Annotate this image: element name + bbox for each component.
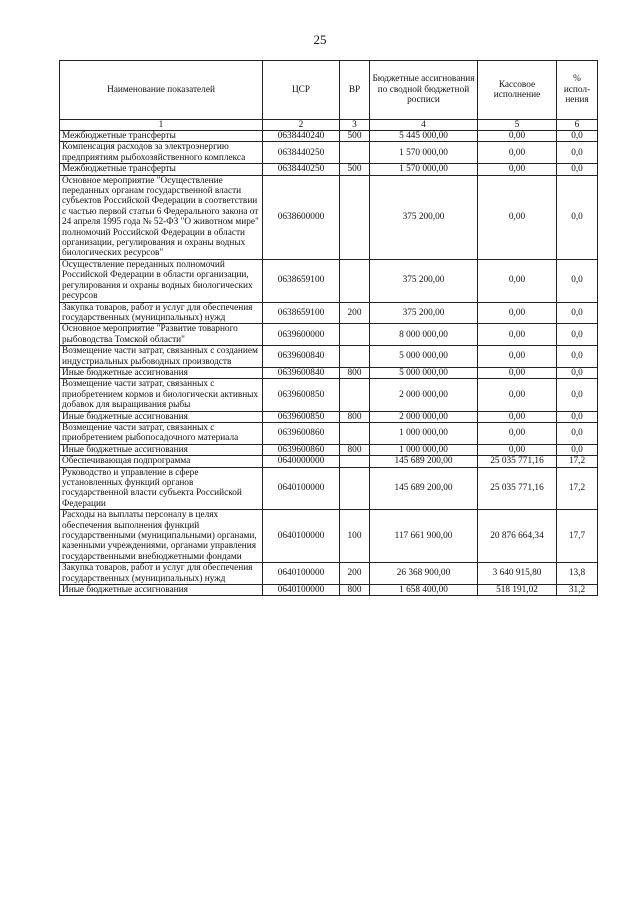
table-row (60, 324, 598, 346)
row-csr-cell: 0639600860 (263, 444, 340, 455)
row-name-cell: Межбюджетные трансферты (60, 131, 263, 142)
table-row (60, 456, 598, 467)
table-row (60, 563, 598, 585)
table-row (60, 585, 598, 596)
row-cash-cell: 0,00 (478, 175, 557, 259)
row-csr-cell: 0638440250 (263, 142, 340, 164)
row-name-cell: Основное мероприятие "Развитие товарного рыбоводства Томской области" (60, 324, 263, 346)
row-percent-cell: 13,8 (557, 563, 598, 585)
row-csr-cell: 0638440240 (263, 131, 340, 142)
row-appropriation-cell: 1 570 000,00 (370, 164, 478, 175)
header-percent: % испол-нения (557, 61, 598, 120)
row-cash-cell: 0,00 (478, 444, 557, 455)
table-row (60, 142, 598, 164)
row-vr-cell (340, 467, 370, 510)
row-vr-cell (340, 142, 370, 164)
row-name-cell: Руководство и управление в сфере установленных функций органов государственной власти субъекта Российской Федерации (60, 467, 263, 510)
row-vr-cell: 100 (340, 510, 370, 563)
row-vr-cell (340, 259, 370, 302)
row-vr-cell: 200 (340, 302, 370, 324)
table-row (60, 411, 598, 422)
table-row (60, 302, 598, 324)
row-cash-cell: 0,00 (478, 411, 557, 422)
row-appropriation-cell: 117 661 900,00 (370, 510, 478, 563)
row-appropriation-cell: 1 570 000,00 (370, 142, 478, 164)
row-vr-cell: 800 (340, 411, 370, 422)
table-row (60, 467, 598, 510)
row-cash-cell: 0,00 (478, 142, 557, 164)
row-percent-cell: 0,0 (557, 411, 598, 422)
row-cash-cell: 0,00 (478, 324, 557, 346)
row-csr-cell: 0640100000 (263, 563, 340, 585)
row-appropriation-cell: 5 445 000,00 (370, 131, 478, 142)
row-appropriation-cell: 5 000 000,00 (370, 367, 478, 378)
page-number: 25 (313, 32, 327, 47)
row-csr-cell: 0639600850 (263, 379, 340, 411)
header-cash-execution: Кассовое исполнение (478, 61, 557, 120)
row-name-cell: Расходы на выплаты персоналу в целях обеспечения выполнения функций государственными (муниципальными) органами, казенными учреждениями, органами управления государственными внебюджетными фондами (60, 510, 263, 563)
row-vr-cell: 800 (340, 585, 370, 596)
row-name-cell: Иные бюджетные ассигнования (60, 585, 263, 596)
row-appropriation-cell: 1 658 400,00 (370, 585, 478, 596)
row-vr-cell: 500 (340, 164, 370, 175)
row-cash-cell: 3 640 915,80 (478, 563, 557, 585)
row-csr-cell: 0638600000 (263, 175, 340, 259)
budget-execution-table (59, 60, 598, 596)
row-name-cell: Обеспечивающая подпрограмма (60, 456, 263, 467)
column-number: 2 (263, 120, 340, 131)
table-row (60, 422, 598, 444)
header-vr: ВР (340, 61, 370, 120)
row-cash-cell: 0,00 (478, 259, 557, 302)
row-appropriation-cell: 8 000 000,00 (370, 324, 478, 346)
row-csr-cell: 0639600860 (263, 422, 340, 444)
row-appropriation-cell: 145 689 200,00 (370, 456, 478, 467)
row-percent-cell: 17,7 (557, 510, 598, 563)
row-percent-cell: 0,0 (557, 367, 598, 378)
table-row (60, 164, 598, 175)
row-name-cell: Иные бюджетные ассигнования (60, 444, 263, 455)
header-name: Наименование показателей (60, 61, 263, 120)
table-row (60, 175, 598, 259)
row-csr-cell: 0639600000 (263, 324, 340, 346)
table-body (60, 131, 598, 596)
row-percent-cell: 0,0 (557, 259, 598, 302)
row-csr-cell: 0639600840 (263, 346, 340, 368)
row-vr-cell (340, 324, 370, 346)
row-appropriation-cell: 2 000 000,00 (370, 379, 478, 411)
row-appropriation-cell: 5 000 000,00 (370, 346, 478, 368)
table-row (60, 259, 598, 302)
row-cash-cell: 0,00 (478, 346, 557, 368)
row-appropriation-cell: 26 368 900,00 (370, 563, 478, 585)
row-name-cell: Компенсация расходов за электроэнергию предприятиям рыбохозяйственного комплекса (60, 142, 263, 164)
row-csr-cell: 0639600850 (263, 411, 340, 422)
row-csr-cell: 0638659100 (263, 259, 340, 302)
row-cash-cell: 518 191,02 (478, 585, 557, 596)
column-number: 5 (478, 120, 557, 131)
table-row (60, 510, 598, 563)
row-csr-cell: 0640100000 (263, 467, 340, 510)
column-number: 6 (557, 120, 598, 131)
row-name-cell: Иные бюджетные ассигнования (60, 411, 263, 422)
row-name-cell: Возмещение части затрат, связанных с созданием индустриальных рыбоводных производств (60, 346, 263, 368)
row-csr-cell: 0640100000 (263, 510, 340, 563)
row-percent-cell: 0,0 (557, 142, 598, 164)
column-number: 1 (60, 120, 263, 131)
row-name-cell: Закупка товаров, работ и услуг для обеспечения государственных (муниципальных) нужд (60, 302, 263, 324)
table-row (60, 367, 598, 378)
row-vr-cell (340, 379, 370, 411)
row-percent-cell: 31,2 (557, 585, 598, 596)
row-percent-cell: 17,2 (557, 456, 598, 467)
row-name-cell: Возмещение части затрат, связанных с приобретением кормов и биологически активных добавок для выращивания рыбы (60, 379, 263, 411)
header-appropriations: Бюджетные ассигнования по сводной бюджетной росписи (370, 61, 478, 120)
table-row (60, 346, 598, 368)
row-cash-cell: 0,00 (478, 164, 557, 175)
row-vr-cell (340, 175, 370, 259)
column-number: 4 (370, 120, 478, 131)
row-appropriation-cell: 375 200,00 (370, 175, 478, 259)
row-name-cell: Межбюджетные трансферты (60, 164, 263, 175)
row-cash-cell: 0,00 (478, 131, 557, 142)
row-csr-cell: 0639600840 (263, 367, 340, 378)
column-number-row (60, 120, 598, 131)
row-vr-cell (340, 346, 370, 368)
row-cash-cell: 0,00 (478, 302, 557, 324)
row-appropriation-cell: 375 200,00 (370, 302, 478, 324)
row-name-cell: Осуществление переданных полномочий Российской Федерации в области организации, регулирования и охраны водных биологических ресурсов (60, 259, 263, 302)
row-csr-cell: 0638440250 (263, 164, 340, 175)
row-percent-cell: 0,0 (557, 324, 598, 346)
table-row (60, 444, 598, 455)
row-csr-cell: 0638659100 (263, 302, 340, 324)
row-csr-cell: 0640100000 (263, 585, 340, 596)
row-appropriation-cell: 375 200,00 (370, 259, 478, 302)
row-percent-cell: 0,0 (557, 131, 598, 142)
row-vr-cell: 500 (340, 131, 370, 142)
row-percent-cell: 17,2 (557, 467, 598, 510)
table-row (60, 379, 598, 411)
row-percent-cell: 0,0 (557, 379, 598, 411)
row-name-cell: Закупка товаров, работ и услуг для обеспечения государственных (муниципальных) нужд (60, 563, 263, 585)
table-row (60, 131, 598, 142)
row-vr-cell: 200 (340, 563, 370, 585)
row-appropriation-cell: 2 000 000,00 (370, 411, 478, 422)
row-vr-cell: 800 (340, 444, 370, 455)
row-appropriation-cell: 1 000 000,00 (370, 422, 478, 444)
row-name-cell: Основное мероприятие "Осуществление переданных органам государственной власти субъектов Российской Федерации в соответствии с частью первой статьи 6 Федерального закона от 24 апреля 1995 года № 52-ФЗ "О животном мире" полномочий Российской Федерации в области организации, регулирования и охраны водных биологических ресурсов" (60, 175, 263, 259)
row-vr-cell (340, 456, 370, 467)
row-appropriation-cell: 145 689 200,00 (370, 467, 478, 510)
row-cash-cell: 0,00 (478, 367, 557, 378)
row-cash-cell: 20 876 664,34 (478, 510, 557, 563)
row-percent-cell: 0,0 (557, 164, 598, 175)
row-percent-cell: 0,0 (557, 302, 598, 324)
row-vr-cell: 800 (340, 367, 370, 378)
row-percent-cell: 0,0 (557, 175, 598, 259)
row-cash-cell: 25 035 771,16 (478, 467, 557, 510)
column-number: 3 (340, 120, 370, 131)
row-cash-cell: 25 035 771,16 (478, 456, 557, 467)
row-csr-cell: 0640000000 (263, 456, 340, 467)
row-cash-cell: 0,00 (478, 422, 557, 444)
row-cash-cell: 0,00 (478, 379, 557, 411)
row-vr-cell (340, 422, 370, 444)
row-appropriation-cell: 1 000 000,00 (370, 444, 478, 455)
row-percent-cell: 0,0 (557, 422, 598, 444)
row-name-cell: Иные бюджетные ассигнования (60, 367, 263, 378)
header-csr: ЦСР (263, 61, 340, 120)
row-percent-cell: 0,0 (557, 444, 598, 455)
row-percent-cell: 0,0 (557, 346, 598, 368)
table-header-row (60, 61, 598, 120)
row-name-cell: Возмещение части затрат, связанных с приобретением рыбопосадочного материала (60, 422, 263, 444)
